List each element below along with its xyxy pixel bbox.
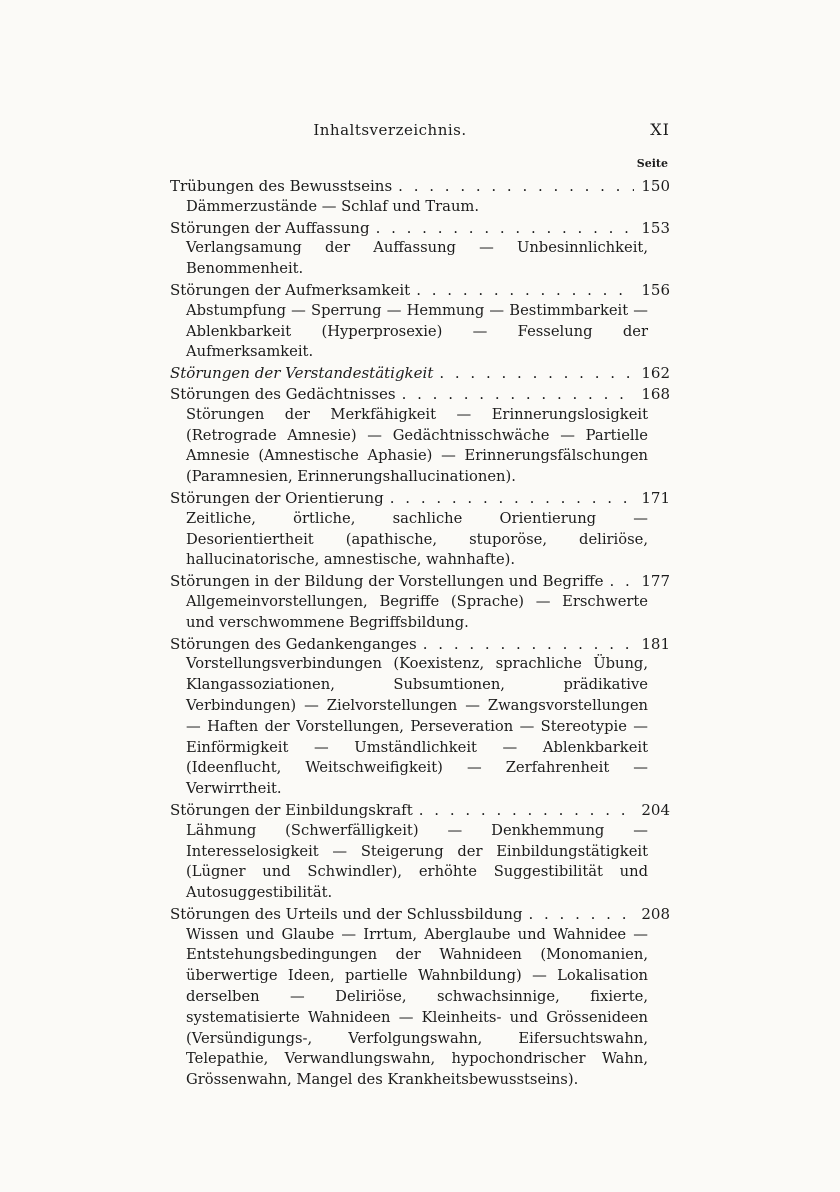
toc-entry-row: [170, 280, 670, 301]
toc-entry-description: Wissen und Glaube — Irrtum, Aberglaube und Wahnidee — Entstehungsbedingungen der Wahnideen (Monomanien, überwertige Ideen, partielle Wahnbildung) — Lokalisation derselben — Deliriöse, schwachsinnige, fixierte, systematisierte Wahnideen — Kleinheits- und Grössenideen (Versündigungs-, Verfolgungswahn, Eifersuchtswahn, Telepathie, Verwandlungswahn, hypochondrischer Wahn, Grössenwahn, Mangel des Krankheitsbewusstseins).: [186, 925, 648, 1089]
toc-entry: [170, 488, 670, 571]
toc-entry-row: [170, 176, 670, 197]
page-number-roman: XI: [650, 120, 670, 139]
toc-entry-title: Störungen des Urteils und der Schlussbildung: [170, 904, 523, 923]
seite-column-label: Seite: [636, 157, 668, 170]
toc-entry-page: 153: [641, 218, 670, 237]
toc-entry-page: 162: [641, 364, 670, 383]
toc-entry-row: [170, 571, 670, 592]
toc-entry: [170, 571, 670, 633]
toc-entries: [170, 176, 670, 1091]
toc-entry: [170, 904, 670, 1091]
dot-leader: [416, 280, 634, 301]
toc-entry-page: 171: [641, 488, 670, 507]
toc-entry-page: 150: [641, 177, 670, 195]
toc-entry-title: Störungen der Verstandestätigkeit: [170, 364, 434, 383]
toc-entry-title: Störungen des Gedächtnisses: [170, 384, 396, 403]
toc-entry-description: Lähmung (Schwerfälligkeit) — Denkhemmung — Interesselosigkeit — Steigerung der Einbildungstätigkeit (Lügner und Schwindler), erhöhte Suggestibilität und Autosuggestibilität.: [186, 821, 648, 902]
toc-entry: [170, 800, 670, 904]
toc-entry-description: Vorstellungsverbindungen (Koexistenz, sprachliche Übung, Klangassoziationen, Subsumtionen, prädikative Verbindungen) — Zielvorstellungen — Zwangsvorstellungen — Haften der Vorstellungen, Perseveration — Stereotypie — Einförmigkeit — Umständlichkeit — Ablenkbarkeit (Ideenflucht, Weitschweifigkeit) — Zerfahrenheit — Verwirrtheit.: [186, 655, 648, 798]
toc-entry-page: 177: [641, 572, 670, 591]
toc-entry-page: 204: [641, 800, 670, 819]
dot-leader: [439, 363, 634, 384]
toc-entry-description: Verlangsamung der Auffassung — Unbesinnlichkeit, Benommenheit.: [186, 239, 648, 278]
toc-entry-page: 156: [641, 280, 670, 299]
toc-entry-title: Trübungen des Bewusstseins: [170, 177, 393, 195]
toc-entry-title: Störungen der Orientierung: [170, 488, 384, 507]
toc-entry-row: [170, 384, 670, 405]
dot-leader: [528, 904, 634, 925]
dot-leader: [390, 488, 634, 509]
dot-leader: [419, 800, 634, 821]
toc-entry-row: [170, 218, 670, 239]
page-title: Inhaltsverzeichnis.: [313, 121, 467, 139]
toc-entry-description: Allgemeinvorstellungen, Begriffe (Sprache) — Erschwerte und verschwommene Begriffsbildung.: [186, 592, 648, 631]
dot-leader: [398, 176, 634, 197]
dot-leader: [376, 218, 634, 239]
toc-entry-row: [170, 488, 670, 509]
toc-entry-page: 208: [641, 904, 670, 923]
toc-entry-description: Abstumpfung — Sperrung — Hemmung — Bestimmbarkeit — Ablenkbarkeit (Hyperprosexie) — Fesselung der Aufmerksamkeit.: [186, 301, 648, 361]
toc-entry: [170, 384, 670, 488]
dot-leader: [609, 571, 634, 592]
dot-leader: [402, 384, 634, 405]
toc-entry-title: Störungen des Gedankenganges: [170, 634, 417, 653]
page-header: [170, 120, 670, 139]
toc-entry: [170, 634, 670, 800]
toc-entry-page: 181: [641, 634, 670, 653]
toc-entry-row: [170, 800, 670, 821]
toc-entry-title: Störungen der Aufmerksamkeit: [170, 280, 411, 299]
toc-entry-page: 168: [641, 384, 670, 403]
toc-entry-description: Zeitliche, örtliche, sachliche Orientierung — Desorientiertheit (apathische, stuporöse, deliriöse, hallucinatorische, amnestische, wahnhafte).: [186, 509, 648, 569]
toc-entry: [170, 280, 670, 363]
toc-entry-title: Störungen der Auffassung: [170, 218, 370, 237]
toc-entry: [170, 218, 670, 280]
toc-entry-title: Störungen der Einbildungskraft: [170, 800, 413, 819]
dot-leader: [423, 634, 634, 655]
toc-entry: [170, 176, 670, 218]
toc-entry-description: Störungen der Merkfähigkeit — Erinnerungslosigkeit (Retrograde Amnesie) — Gedächtnisschwäche — Partielle Amnesie (Amnestische Aphasie) — Erinnerungsfälschungen (Paramnesien, Erinnerungshallucinationen).: [186, 405, 648, 486]
toc-entry-chapter: [170, 363, 670, 384]
book-page: [170, 120, 670, 1091]
toc-entry-title: Störungen in der Bildung der Vorstellungen und Begriffe: [170, 572, 604, 591]
toc-entry-row: [170, 904, 670, 925]
toc-entry-description: Dämmerzustände — Schlaf und Traum.: [186, 197, 479, 215]
toc-entry-row: [170, 634, 670, 655]
toc-entry-row: [170, 363, 670, 384]
